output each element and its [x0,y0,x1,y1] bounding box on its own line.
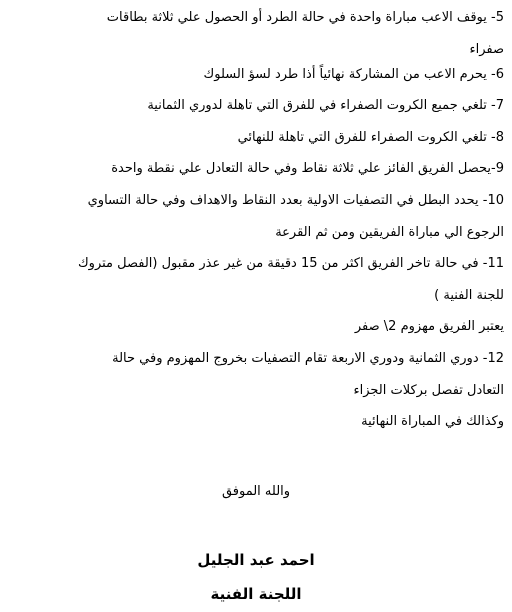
rule-5-line-1: 5- يوقف الاعب مباراة واحدة في حالة الطرد أو الحصول علي ثلاثة بطاقات [106,10,504,25]
rule-10-line-1: 10- يحدد البطل في التصفيات الاولية بعدد النقاط والاهداف وفي حالة التساوي [87,192,504,208]
rule-12-line-3: وكذالك في المباراة النهائية [361,414,504,430]
rule-5-line-2: صفراء [469,41,504,57]
rule-12-line-1: 12- دوري الثمانية ودوري الاربعة تقام التصفيات بخروج المهزوم وفي حالة [112,350,504,366]
rule-12-line-2: التعادل تفصل بركلات الجزاء [353,382,504,398]
rule-9: 9-يحصل الفريق الفائز علي ثلاثة نقاط وفي حالة التعادل علي نقطة واحدة [111,161,504,177]
signature-title: اللجنة الفنية [210,585,302,603]
rule-8: 8- تلغي الكروت الصفراء للفرق التي تاهلة للنهائي [237,129,504,145]
signature-name: احمد عبد الجليل [197,551,315,569]
closing-phrase: والله الموفق [221,484,291,499]
rules-document [8,8,504,444]
rule-11-line-1: 11- في حالة تاخر الفريق اكثر من 15 دقيقة من غير عذر مقبول (الفصل متروك [77,256,504,272]
rule-7: 7- تلغي جميع الكروت الصفراء في للفرق التي تاهلة لدوري الثمانية [147,98,504,114]
rule-10-line-2: الرجوع الي مباراة الفريقين ومن ثم القرعة [275,224,504,240]
rule-11-line-3: يعتبر الفريق مهزوم 2\ صفر [354,319,504,335]
rule-6: 6- يحرم الاعب من المشاركة نهائياً أذا طرد لسؤ السلوك [203,66,504,82]
rule-11-line-2: للجنة الفنية ) [434,287,504,303]
